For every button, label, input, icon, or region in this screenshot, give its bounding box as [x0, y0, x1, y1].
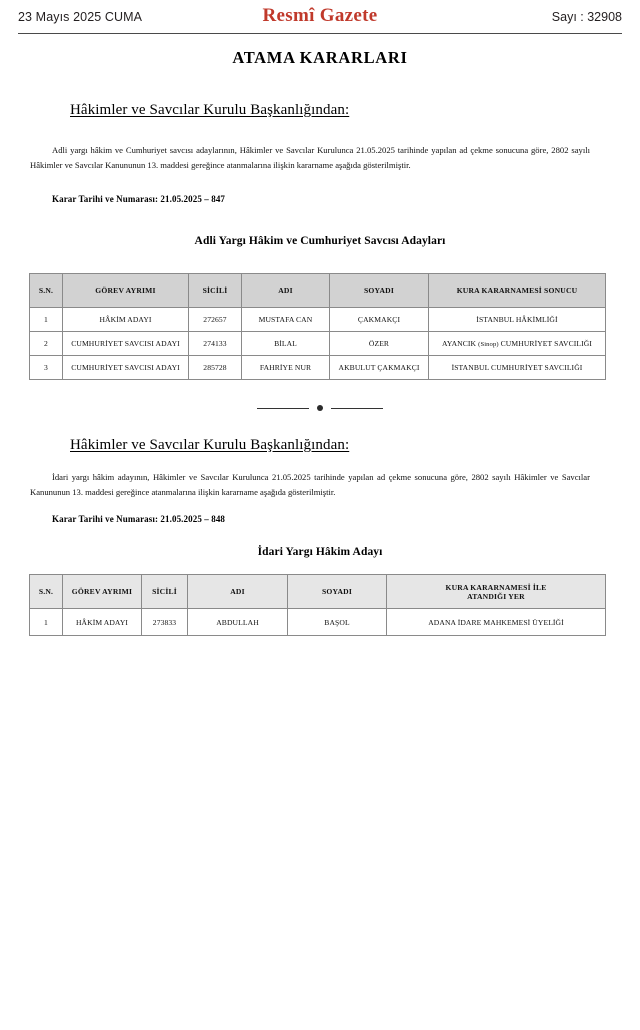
cell-sn: 2 — [30, 332, 63, 356]
cell-soyadi: ÇAKMAKÇI — [330, 308, 429, 332]
cell-sicil: 273833 — [142, 609, 188, 636]
masthead — [18, 5, 622, 34]
separator-dot-icon — [317, 405, 323, 411]
section-paragraph-2: İdari yargı hâkim adayının, Hâkimler ve Savcılar Kurulunca 21.05.2025 tarihinde yapılan ad çekme sonucuna göre, 2802 sayılı Hâkimler ve Savcılar Kanununun 13. maddesi gereğince atanmalarına ilişkin kararname aşağıda gösterilmiştir. — [30, 472, 590, 497]
cell-soyadi: BAŞOL — [288, 609, 387, 636]
cell-sonuc: AYANCIK (Sinop) CUMHURİYET SAVCILIĞI — [429, 332, 606, 356]
cell-sicil: 285728 — [189, 356, 242, 380]
column-header-atandigi-yer — [387, 575, 606, 609]
cell-sn: 3 — [30, 356, 63, 380]
table-header-row — [30, 274, 606, 308]
column-header-adi: ADI — [188, 575, 288, 609]
column-header-soyadi: SOYADI — [330, 274, 429, 308]
column-header-sn: S.N. — [30, 274, 63, 308]
cell-soyadi: ÖZER — [330, 332, 429, 356]
appointments-table-adli — [29, 273, 606, 380]
cell-gorev: CUMHURİYET SAVCISI ADAYI — [63, 332, 189, 356]
column-header-gorev: GÖREV AYRIMI — [63, 575, 142, 609]
masthead-divider — [18, 33, 622, 34]
section-paragraph-1: Adli yargı hâkim ve Cumhuriyet savcısı adaylarının, Hâkimler ve Savcılar Kurulunca 21.05.2025 tarihinde yapılan ad çekme sonucuna göre, 2802 sayılı Hâkimler ve Savcılar Kanununun 13. maddesi gereğince atanmalarına ilişkin kararname aşağıda gösterilmiştir. — [30, 145, 590, 170]
cell-sicil: 272657 — [189, 308, 242, 332]
section-heading-1: Hâkimler ve Savcılar Kurulu Başkanlığından: — [70, 102, 350, 118]
header-line-1: KURA KARARNAMESİ İLE — [445, 582, 547, 592]
table-row — [30, 356, 606, 380]
section-separator-ornament — [0, 405, 640, 411]
cell-sicil: 274133 — [189, 332, 242, 356]
issue-number: Sayı : 32908 — [551, 10, 622, 24]
section-heading-2: Hâkimler ve Savcılar Kurulu Başkanlığından: — [70, 437, 350, 453]
table-row — [30, 332, 606, 356]
page-title: ATAMA KARARLARI — [232, 48, 408, 67]
cell-adi: FAHRİYE NUR — [242, 356, 330, 380]
separator-right-line — [331, 408, 383, 409]
table-header-row — [30, 575, 606, 609]
column-header-adi: ADI — [242, 274, 330, 308]
appointments-table-idari — [29, 574, 606, 636]
decision-line-1: Karar Tarihi ve Numarası: 21.05.2025 – 847 — [52, 194, 226, 204]
cell-adi: MUSTAFA CAN — [242, 308, 330, 332]
column-header-soyadi: SOYADI — [288, 575, 387, 609]
table-caption-1: Adli Yargı Hâkim ve Cumhuriyet Savcısı Adayları — [194, 235, 446, 247]
cell-adi: BİLAL — [242, 332, 330, 356]
column-header-sn: S.N. — [30, 575, 63, 609]
cell-adi: ABDULLAH — [188, 609, 288, 636]
gazette-title: Resmî Gazete — [262, 5, 378, 26]
cell-gorev: CUMHURİYET SAVCISI ADAYI — [63, 356, 189, 380]
publication-date: 23 Mayıs 2025 CUMA — [18, 10, 143, 24]
cell-soyadi: AKBULUT ÇAKMAKÇI — [330, 356, 429, 380]
decision-line-2: Karar Tarihi ve Numarası: 21.05.2025 – 848 — [52, 514, 226, 524]
cell-sn: 1 — [30, 609, 63, 636]
table-row — [30, 609, 606, 636]
column-header-gorev: GÖREV AYRIMI — [63, 274, 189, 308]
table-caption-2: İdari Yargı Hâkim Adayı — [257, 546, 383, 558]
cell-gorev: HÂKİM ADAYI — [63, 609, 142, 636]
column-header-sicil: SİCİLİ — [142, 575, 188, 609]
column-header-sicil: SİCİLİ — [189, 274, 242, 308]
cell-atandigi-yer: ADANA İDARE MAHKEMESİ ÜYELİĞİ — [387, 609, 606, 636]
cell-sonuc: İSTANBUL CUMHURİYET SAVCILIĞI — [429, 356, 606, 380]
header-line-2: ATANDIĞI YER — [467, 591, 525, 601]
cell-gorev: HÂKİM ADAYI — [63, 308, 189, 332]
separator-left-line — [257, 408, 309, 409]
cell-sn: 1 — [30, 308, 63, 332]
table-row — [30, 308, 606, 332]
column-header-sonuc: KURA KARARNAMESİ SONUCU — [429, 274, 606, 308]
cell-sonuc: İSTANBUL HÂKİMLİĞİ — [429, 308, 606, 332]
